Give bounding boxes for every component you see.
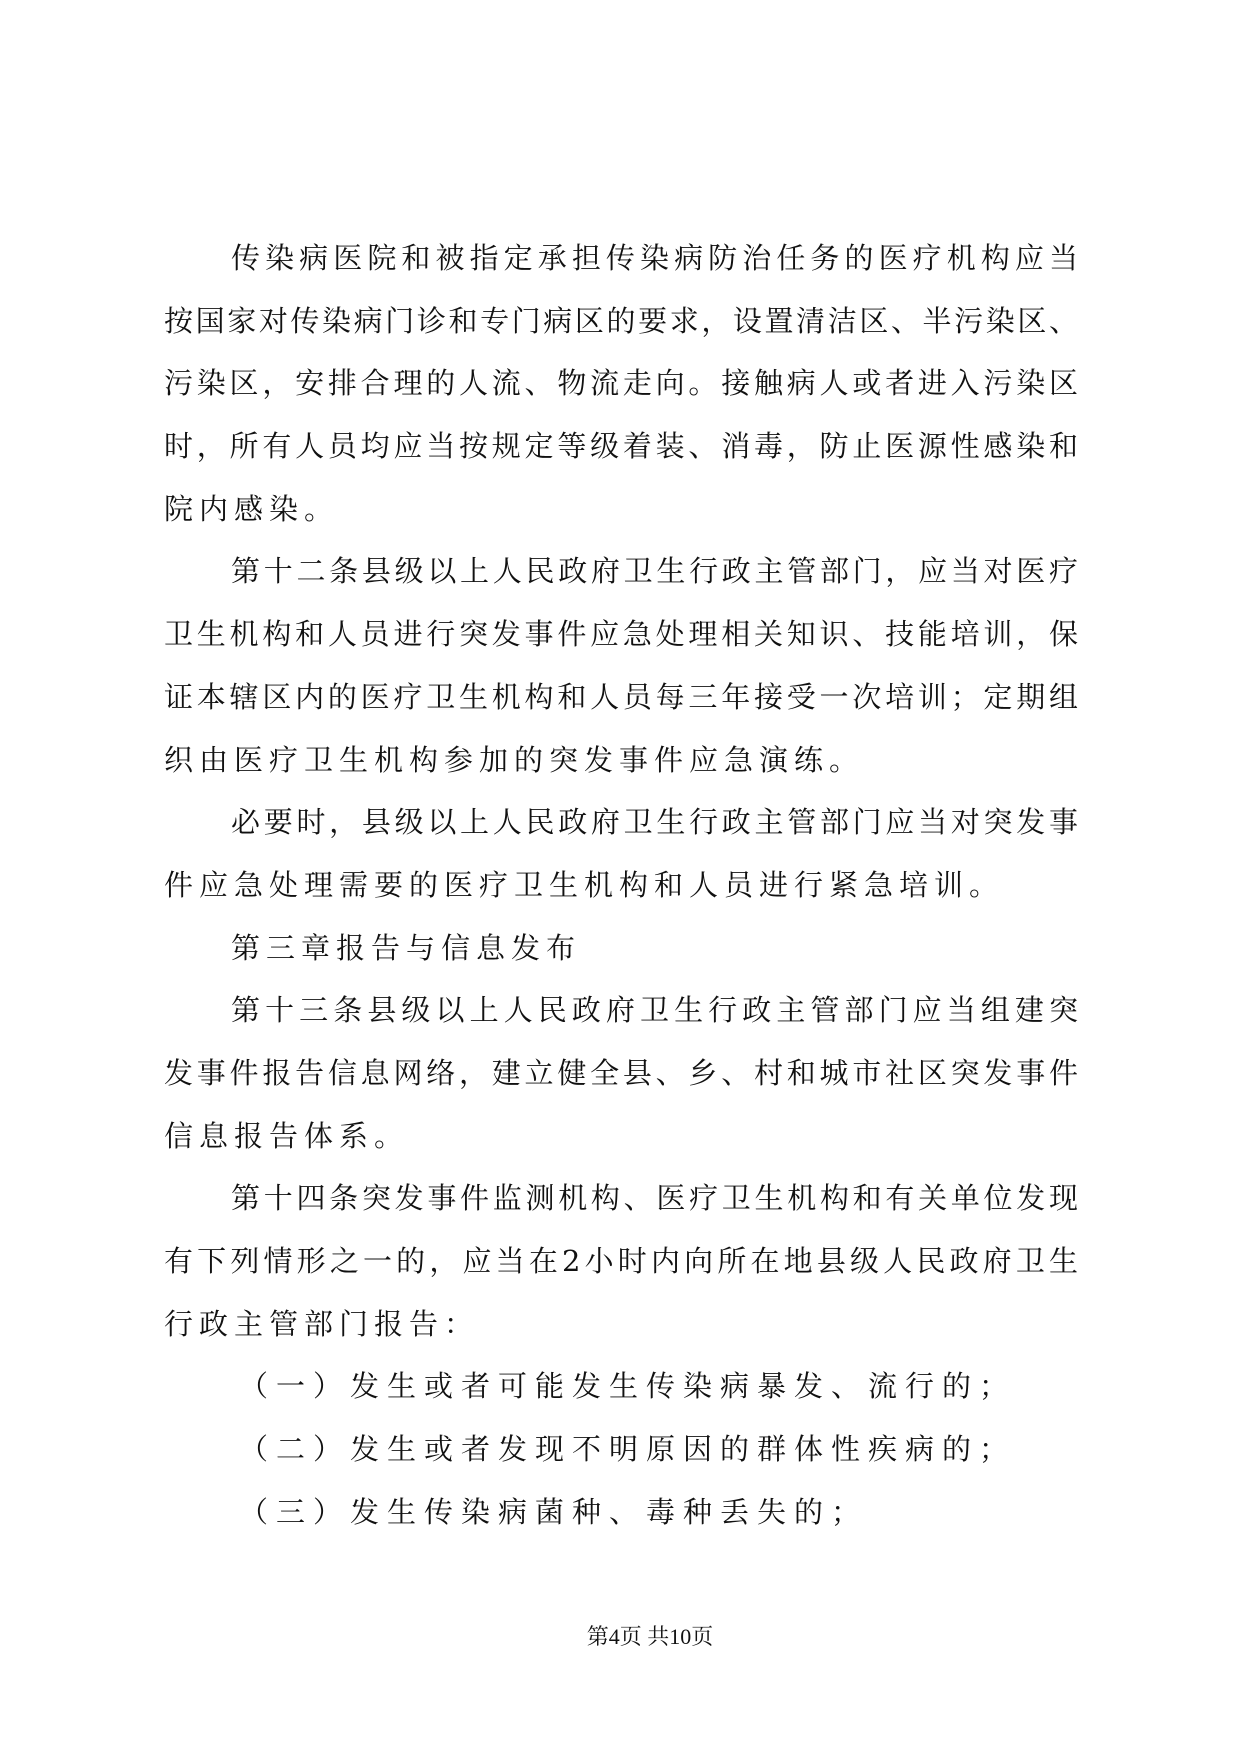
list-item: （一）发生或者可能发生传染病暴发、流行的； [239,1369,1017,1404]
text-line: 传染病医院和被指定承担传染病防治任务的医疗机构应当 [231,241,1078,275]
list-item: （三）发生传染病菌种、毒种丢失的； [239,1494,869,1529]
text-line: 织由医疗卫生机构参加的突发事件应急演练。 [164,742,865,777]
paragraph [164,1176,1078,1364]
text-line: 必要时，县级以上人民政府卫生行政主管部门应当对突发事 [231,805,1078,840]
page-footer: 第4页 共10页 [586,1624,714,1649]
text-line: 第三章报告与信息发布 [231,930,582,965]
text-line: 时，所有人员均应当按规定等级着装、消毒，防止医源性感染和 [164,429,1078,464]
text-line: 第十二条县级以上人民政府卫生行政主管部门，应当对医疗 [231,554,1078,589]
text-line: 有下列情形之一的，应当在2小时内向所在地县级人民政府卫生 [164,1244,1078,1278]
document-body [164,236,1078,1552]
paragraph [164,800,1078,925]
list-item: （二）发生或者发现不明原因的群体性疾病的； [239,1432,1017,1467]
text-line: 污染区，安排合理的人流、物流走向。接触病人或者进入污染区 [164,366,1078,401]
text-line: 行政主管部门报告： [164,1306,480,1341]
text-line: 卫生机构和人员进行突发事件应急处理相关知识、技能培训，保 [164,617,1078,652]
text-line: 件应急处理需要的医疗卫生机构和人员进行紧急培训。 [164,867,1005,902]
text-line: 按国家对传染病门诊和专门病区的要求，设置清洁区、半污染区、 [164,303,1078,338]
text-line: 第十四条突发事件监测机构、医疗卫生机构和有关单位发现 [231,1181,1078,1216]
paragraph [164,236,1078,549]
paragraph [164,926,1078,989]
text-line: 第十三条县级以上人民政府卫生行政主管部门应当组建突 [231,993,1078,1028]
paragraph [164,549,1078,800]
paragraph [164,988,1078,1176]
text-line: 信息报告体系。 [164,1118,410,1153]
text-line: 发事件报告信息网络，建立健全县、乡、村和城市社区突发事件 [164,1055,1078,1090]
text-line: 院内感染。 [164,491,340,526]
text-line: 证本辖区内的医疗卫生机构和人员每三年接受一次培训；定期组 [164,679,1078,714]
